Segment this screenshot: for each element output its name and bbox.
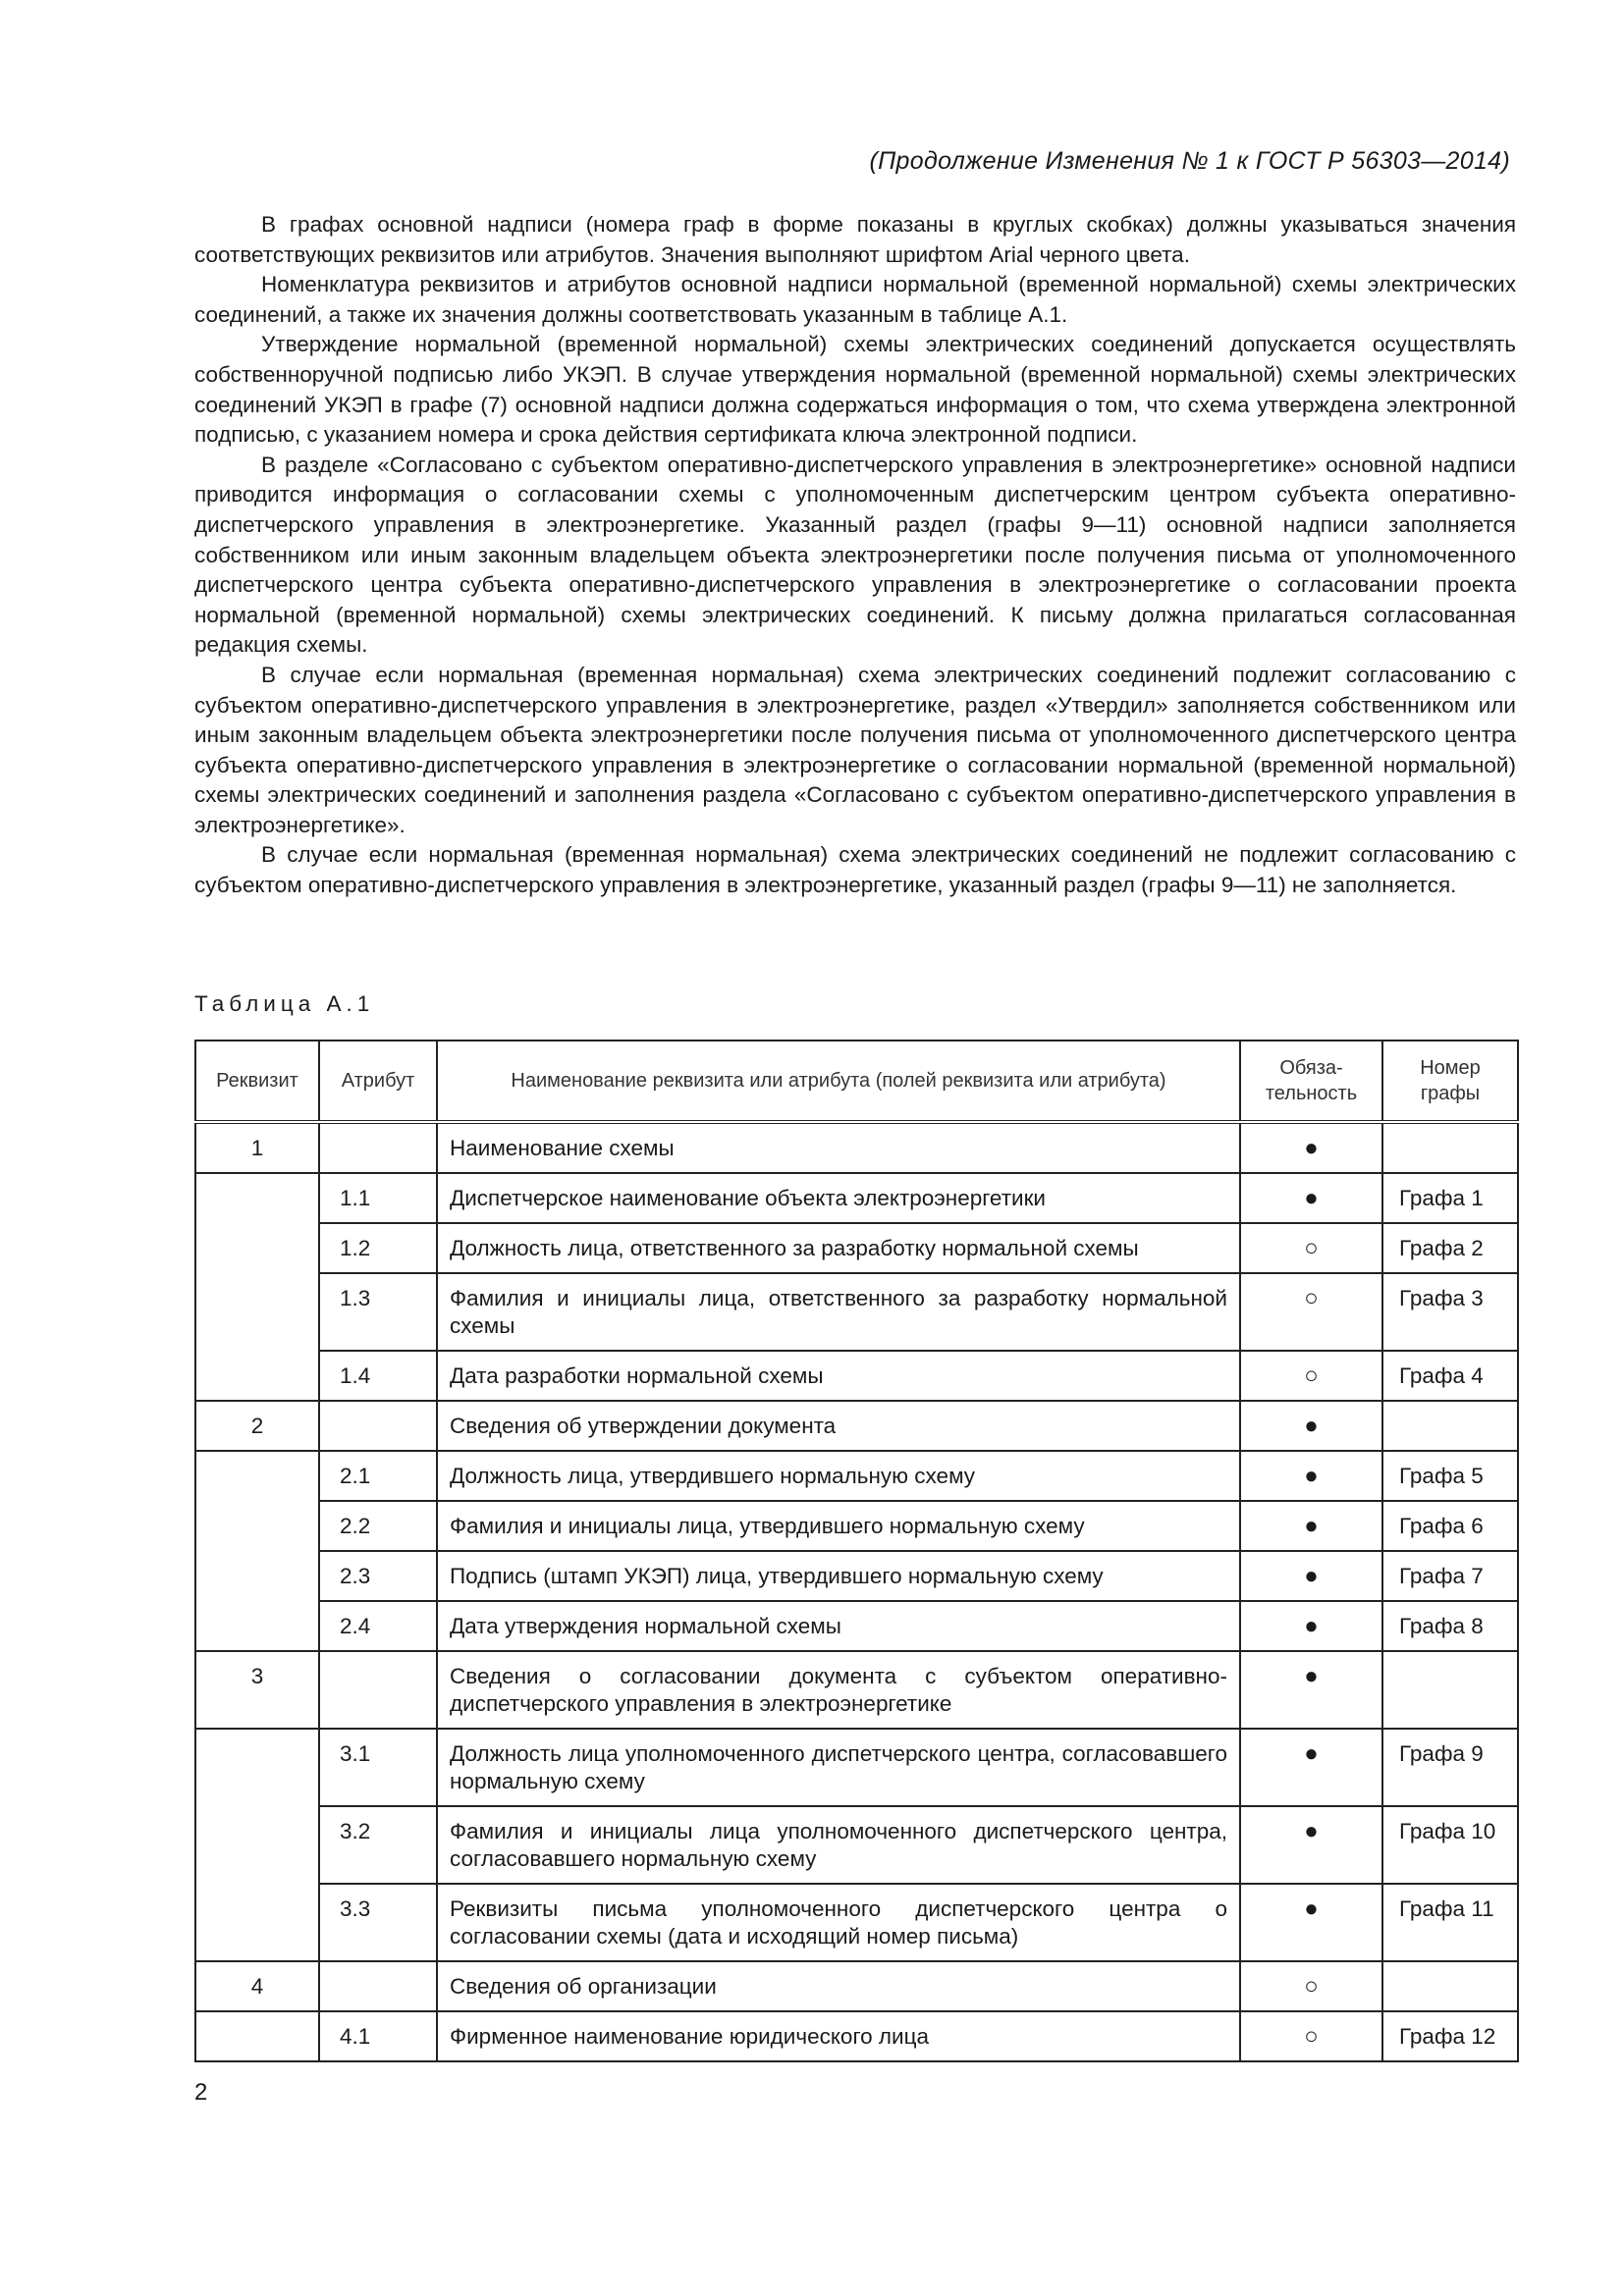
- page-number: 2: [194, 2079, 208, 2106]
- cell-mandatory: ○: [1240, 1961, 1382, 2011]
- table-row: [195, 1961, 1518, 2011]
- cell-mandatory: ●: [1240, 1173, 1382, 1223]
- cell-mandatory: ●: [1240, 1884, 1382, 1961]
- cell-attribute: 2.1: [319, 1451, 437, 1501]
- cell-name: Диспетчерское наименование объекта электроэнергетики: [437, 1173, 1240, 1223]
- cell-requisite: 2: [195, 1401, 319, 1451]
- cell-name: Дата утверждения нормальной схемы: [437, 1601, 1240, 1651]
- header-name: Наименование реквизита или атрибута (полей реквизита или атрибута): [437, 1041, 1240, 1122]
- cell-name: Сведения о согласовании документа с субъектом оперативно-диспетчерского управления в электроэнергетике: [437, 1651, 1240, 1729]
- cell-graph-number: [1382, 1961, 1518, 2011]
- cell-graph-number: Графа 4: [1382, 1351, 1518, 1401]
- cell-requisite: [195, 1223, 319, 1273]
- cell-requisite: [195, 1884, 319, 1961]
- table-row: [195, 1451, 1518, 1501]
- table-row: [195, 1122, 1518, 1173]
- cell-name: Подпись (штамп УКЭП) лица, утвердившего нормальную схему: [437, 1551, 1240, 1601]
- cell-requisite: [195, 1729, 319, 1806]
- table-header-row: [195, 1041, 1518, 1122]
- table-row: [195, 1173, 1518, 1223]
- header-requisite: Реквизит: [195, 1041, 319, 1122]
- table-caption: Таблица А.1: [194, 991, 375, 1016]
- cell-graph-number: [1382, 1122, 1518, 1173]
- cell-requisite: [195, 1273, 319, 1351]
- cell-graph-number: Графа 6: [1382, 1501, 1518, 1551]
- cell-mandatory: ○: [1240, 1351, 1382, 1401]
- cell-attribute: 3.3: [319, 1884, 437, 1961]
- cell-requisite: [195, 2011, 319, 2061]
- cell-requisite: [195, 1501, 319, 1551]
- table-row: [195, 1501, 1518, 1551]
- cell-attribute: 2.4: [319, 1601, 437, 1651]
- cell-attribute: [319, 1651, 437, 1729]
- body-text: [194, 210, 1516, 901]
- cell-attribute: [319, 1961, 437, 2011]
- cell-name: Фамилия и инициалы лица, утвердившего нормальную схему: [437, 1501, 1240, 1551]
- cell-attribute: 1.3: [319, 1273, 437, 1351]
- cell-name: Должность лица уполномоченного диспетчерского центра, согласовавшего нормальную схему: [437, 1729, 1240, 1806]
- cell-mandatory: ○: [1240, 1223, 1382, 1273]
- table-row: [195, 1806, 1518, 1884]
- cell-graph-number: Графа 5: [1382, 1451, 1518, 1501]
- requisites-table: [194, 1040, 1519, 2062]
- cell-name: Сведения об организации: [437, 1961, 1240, 2011]
- header-mandatory: Обяза-тельность: [1240, 1041, 1382, 1122]
- cell-graph-number: Графа 2: [1382, 1223, 1518, 1273]
- cell-mandatory: ●: [1240, 1451, 1382, 1501]
- cell-name: Должность лица, ответственного за разработку нормальной схемы: [437, 1223, 1240, 1273]
- page-header: (Продолжение Изменения № 1 к ГОСТ Р 56303—2014): [869, 147, 1510, 175]
- cell-name: Сведения об утверждении документа: [437, 1401, 1240, 1451]
- cell-mandatory: ●: [1240, 1601, 1382, 1651]
- cell-name: Реквизиты письма уполномоченного диспетчерского центра о согласовании схемы (дата и исходящий номер письма): [437, 1884, 1240, 1961]
- cell-requisite: [195, 1451, 319, 1501]
- cell-graph-number: Графа 9: [1382, 1729, 1518, 1806]
- cell-name: Дата разработки нормальной схемы: [437, 1351, 1240, 1401]
- cell-graph-number: [1382, 1401, 1518, 1451]
- cell-mandatory: ●: [1240, 1729, 1382, 1806]
- cell-attribute: 3.2: [319, 1806, 437, 1884]
- cell-requisite: [195, 1351, 319, 1401]
- cell-attribute: [319, 1122, 437, 1173]
- cell-mandatory: ●: [1240, 1501, 1382, 1551]
- cell-mandatory: ●: [1240, 1806, 1382, 1884]
- table-row: [195, 1223, 1518, 1273]
- cell-requisite: [195, 1551, 319, 1601]
- cell-mandatory: ○: [1240, 1273, 1382, 1351]
- cell-mandatory: ●: [1240, 1122, 1382, 1173]
- paragraph: Утверждение нормальной (временной нормальной) схемы электрических соединений допускается осуществлять собственноручной подписью либо УКЭП. В случае утверждения нормальной (временной нормальной) схемы электрических соединений УКЭП в графе (7) основной надписи должна содержаться информация о том, что схема утверждена электронной подписью, с указанием номера и срока действия сертификата ключа электронной подписи.: [194, 332, 1516, 448]
- cell-mandatory: ●: [1240, 1401, 1382, 1451]
- cell-name: Фамилия и инициалы лица уполномоченного диспетчерского центра, согласовавшего нормальную схему: [437, 1806, 1240, 1884]
- paragraph: Номенклатура реквизитов и атрибутов основной надписи нормальной (временной нормальной) схемы электрических соединений, а также их значения должны соответствовать указанным в таблице А.1.: [194, 272, 1516, 327]
- table-row: [195, 1401, 1518, 1451]
- cell-graph-number: [1382, 1651, 1518, 1729]
- cell-requisite: 4: [195, 1961, 319, 2011]
- cell-graph-number: Графа 10: [1382, 1806, 1518, 1884]
- cell-graph-number: Графа 8: [1382, 1601, 1518, 1651]
- cell-attribute: 1.4: [319, 1351, 437, 1401]
- cell-graph-number: Графа 11: [1382, 1884, 1518, 1961]
- table-row: [195, 1551, 1518, 1601]
- paragraph: В случае если нормальная (временная нормальная) схема электрических соединений не подлежит согласованию с субъектом оперативно-диспетчерского управления в электроэнергетике, указанный раздел (графы 9—11) не заполняется.: [194, 842, 1516, 898]
- cell-name: Наименование схемы: [437, 1122, 1240, 1173]
- cell-graph-number: Графа 7: [1382, 1551, 1518, 1601]
- paragraph: В случае если нормальная (временная нормальная) схема электрических соединений подлежит согласованию с субъектом оперативно-диспетчерского управления в электроэнергетике, раздел «Утвердил» заполняется собственником или иным законным владельцем объекта электроэнергетики после получения письма от уполномоченного диспетчерского центра субъекта оперативно-диспетчерского управления в электроэнергетике о согласовании нормальной (временной нормальной) схемы электрических соединений и заполнения раздела «Согласовано с субъектом оперативно-диспетчерского управления в электроэнергетике».: [194, 662, 1516, 837]
- cell-attribute: 2.2: [319, 1501, 437, 1551]
- header-attribute: Атрибут: [319, 1041, 437, 1122]
- table-row: [195, 1651, 1518, 1729]
- table-row: [195, 1601, 1518, 1651]
- table-row: [195, 1351, 1518, 1401]
- cell-graph-number: Графа 1: [1382, 1173, 1518, 1223]
- cell-graph-number: Графа 12: [1382, 2011, 1518, 2061]
- cell-attribute: 2.3: [319, 1551, 437, 1601]
- cell-requisite: 3: [195, 1651, 319, 1729]
- cell-mandatory: ○: [1240, 2011, 1382, 2061]
- cell-mandatory: ●: [1240, 1551, 1382, 1601]
- paragraph: В графах основной надписи (номера граф в форме показаны в круглых скобках) должны указываться значения соответствующих реквизитов или атрибутов. Значения выполняют шрифтом Arial черного цвета.: [194, 212, 1516, 267]
- cell-mandatory: ●: [1240, 1651, 1382, 1729]
- table-row: [195, 1729, 1518, 1806]
- cell-requisite: 1: [195, 1122, 319, 1173]
- table-row: [195, 1884, 1518, 1961]
- cell-name: Должность лица, утвердившего нормальную схему: [437, 1451, 1240, 1501]
- cell-attribute: 4.1: [319, 2011, 437, 2061]
- cell-attribute: 1.1: [319, 1173, 437, 1223]
- paragraph: В разделе «Согласовано с субъектом оперативно-диспетчерского управления в электроэнергетике» основной надписи приводится информация о согласовании схемы с уполномоченным диспетчерским центром субъекта оперативно-диспетчерского управления в электроэнергетике. Указанный раздел (графы 9—11) основной надписи заполняется собственником или иным законным владельцем объекта электроэнергетики после получения письма от уполномоченного диспетчерского центра субъекта оперативно-диспетчерского управления в электроэнергетике о согласовании проекта нормальной (временной нормальной) схемы электрических соединений. К письму должна прилагаться согласованная редакция схемы.: [194, 452, 1516, 658]
- cell-graph-number: Графа 3: [1382, 1273, 1518, 1351]
- cell-name: Фирменное наименование юридического лица: [437, 2011, 1240, 2061]
- cell-requisite: [195, 1806, 319, 1884]
- cell-attribute: [319, 1401, 437, 1451]
- table-row: [195, 2011, 1518, 2061]
- cell-requisite: [195, 1173, 319, 1223]
- table-row: [195, 1273, 1518, 1351]
- cell-attribute: 1.2: [319, 1223, 437, 1273]
- cell-attribute: 3.1: [319, 1729, 437, 1806]
- cell-requisite: [195, 1601, 319, 1651]
- header-graph-number: Номер графы: [1382, 1041, 1518, 1122]
- cell-name: Фамилия и инициалы лица, ответственного за разработку нормальной схемы: [437, 1273, 1240, 1351]
